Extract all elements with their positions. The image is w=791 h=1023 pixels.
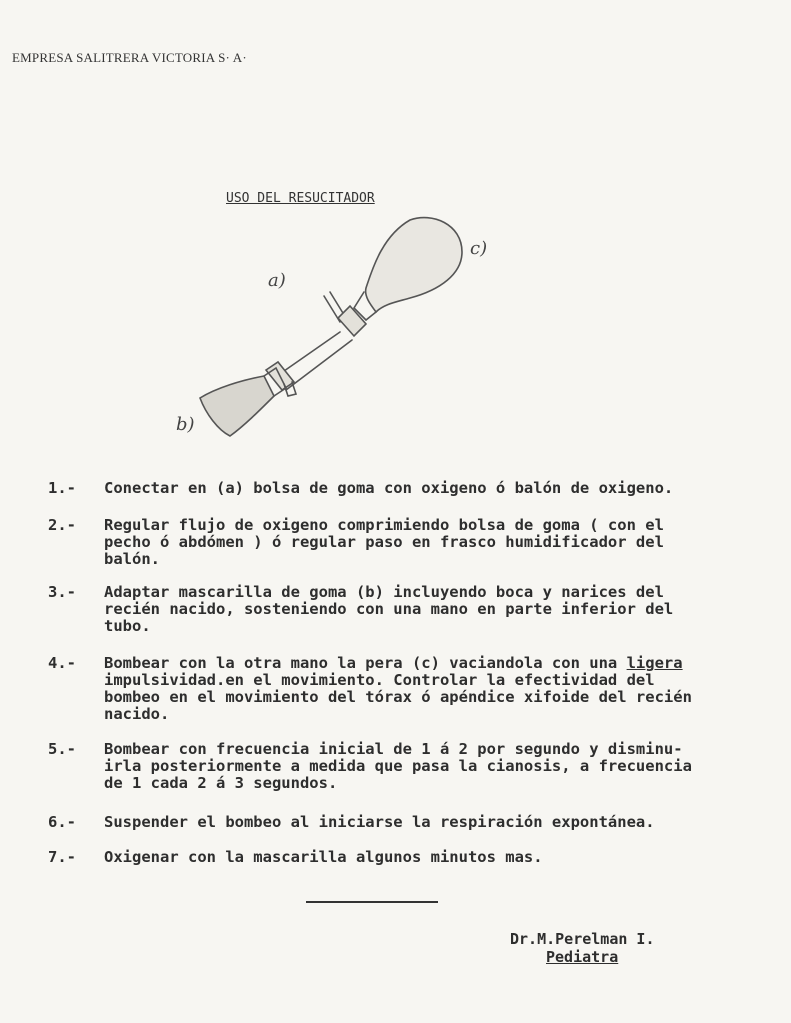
document-title: USO DEL RESUCITADOR [226,191,375,206]
instruction-step [48,849,543,866]
signature-title: Pediatra [546,948,619,966]
step-text: Suspender el bombeo al iniciarse la respiración expontánea. [104,813,655,831]
signature-name: Dr.M.Perelman I. [510,930,655,948]
step-text: Adaptar mascarilla de goma (b) incluyendo boca y narices del recién nacido, sosteniendo con una mano en parte inferior del tubo. [104,583,674,635]
resuscitator-sketch [170,200,510,450]
instruction-step [48,655,692,723]
step-number: 2.- [48,516,76,534]
step-number: 4.- [48,654,76,672]
instruction-step [48,584,673,635]
step-text-part: Bombear con la otra mano la pera (c) vaciandola con una [104,654,627,672]
step-text-underlined: ligera [626,654,683,672]
step-number: 5.- [48,740,76,758]
step-number: 1.- [48,479,76,497]
step-text: Conectar en (a) bolsa de goma con oxigeno ó balón de oxigeno. [104,479,674,497]
step-text: Regular flujo de oxigeno comprimiendo bolsa de goma ( con el pecho ó abdómen ) ó regular paso en frasco humidificador del balón. [104,516,664,568]
instruction-step [48,517,664,568]
instruction-step [48,480,673,497]
step-number: 3.- [48,583,76,601]
face-mask-shape [200,376,274,436]
step-text-part: impulsividad.en el movimiento. Controlar la efectividad del bombeo en el movimiento del tórax ó apéndice xifoide del recién nacido. [104,671,692,723]
company-header: EMPRESA SALITRERA VICTORIA S· A· [12,50,247,65]
instruction-step [48,814,655,831]
instruction-step [48,741,692,792]
label-a: a) [268,270,286,291]
label-c: c) [470,238,488,259]
resuscitator-illustration [170,200,510,450]
step-text: Oxigenar con la mascarilla algunos minutos mas. [104,848,543,866]
step-text [104,655,692,723]
signature-line [306,901,438,903]
label-b: b) [176,414,195,435]
step-text: Bombear con frecuencia inicial de 1 á 2 por segundo y disminu- irla posteriormente a medida que pasa la cianosis, a frecuencia de 1 cada 2 á 3 segundos. [104,740,692,792]
step-number: 7.- [48,848,76,866]
rubber-bulb-shape [366,218,462,312]
step-number: 6.- [48,813,76,831]
